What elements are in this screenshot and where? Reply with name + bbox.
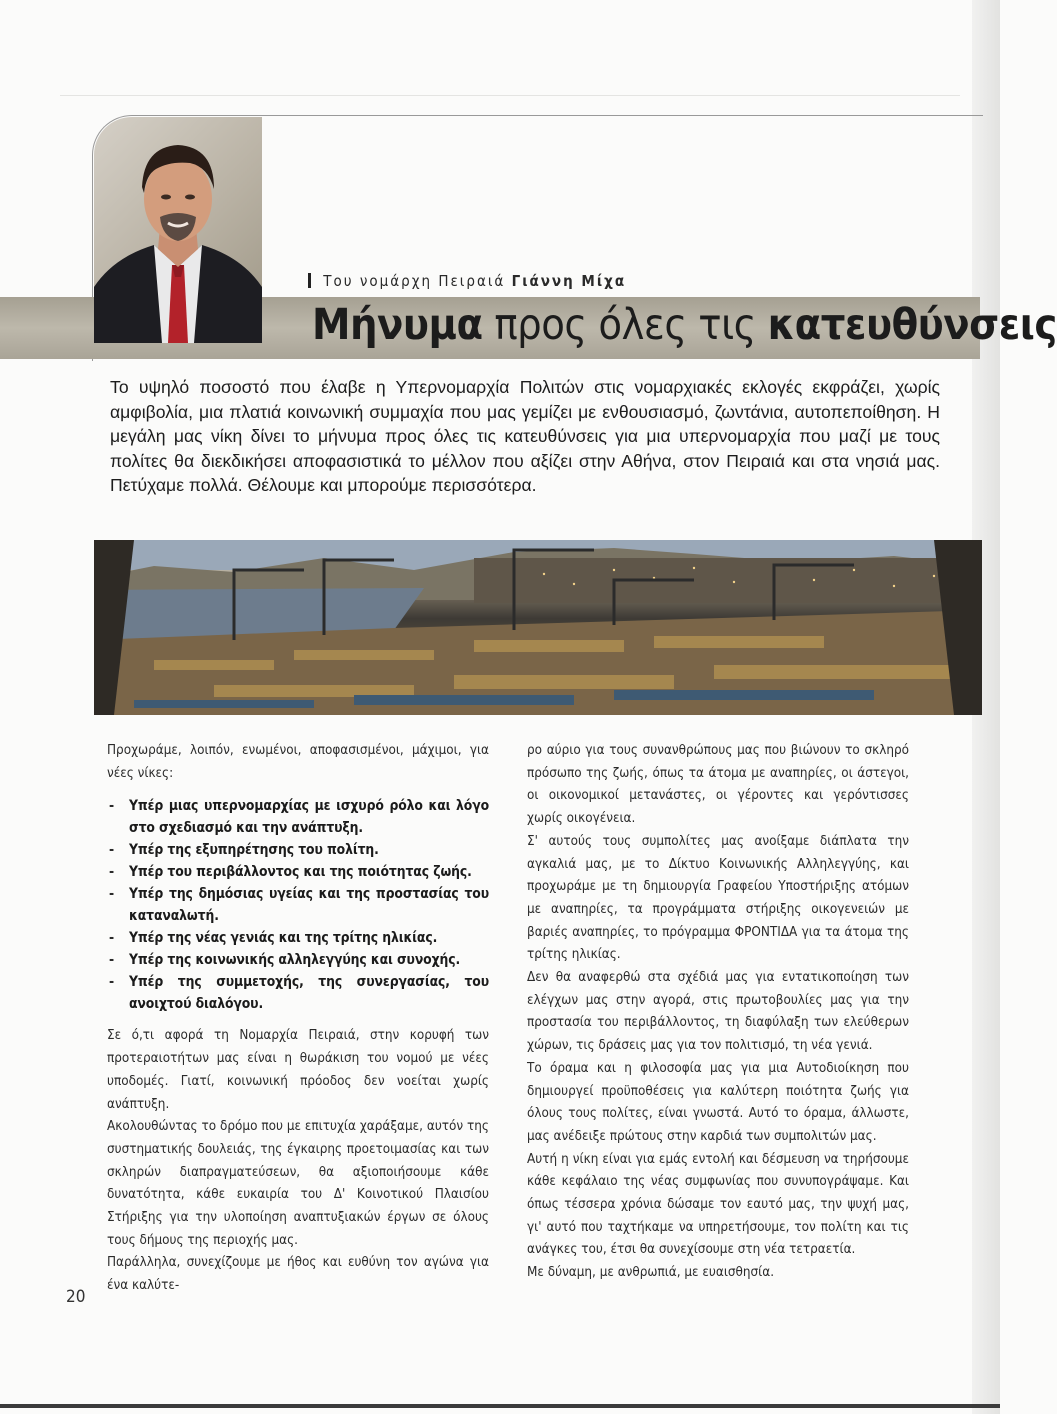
pledge-list: [107, 795, 489, 1015]
list-item: - Υπέρ της εξυπηρέτησης του πολίτη.: [107, 839, 489, 861]
paragraph: Αυτή η νίκη είναι για εμάς εντολή και δέσμευση να τηρήσουμε κάθε κεφάλαιο της νέας συμφωνίας που συνυπογράψαμε. Και όπως τέσσερα χρόνια δώσαμε τον εαυτό μας, την ψυχή μας, γι' αυτό που ταχτήκαμε να υπηρετήσουμε, τον πολίτη και τις ανάγκες του, έτσι θα συνεχίσουμε στη νέα τετραετία.: [527, 1151, 909, 1258]
intro-paragraph: Το υψηλό ποσοστό που έλαβε η Υπερνομαρχία Πολιτών στις νομαρχιακές εκλογές εκφράζει, χωρίς αμφιβολία, μια πλατιά κοινωνική συμμαχία που μας γεμίζει με ενθουσιασμό, ζωντάνια, αυτοπεποίθηση. Η μεγάλη μας νίκη δίνει το μήνυμα προς όλες τις κατευθύνσεις για μια υπερνομαρχία που μαζί με τους πολίτες θα διεκδικήσει αποφασιστικά το μέλλον που αξίζει στην Αθήνα, στον Πειραιά και στα νησιά μας. Πετύχαμε πολλά. Θέλουμε και μπορούμε περισσότερα.: [110, 377, 940, 495]
list-item: - Υπέρ του περιβάλλοντος και της ποιότητας ζωής.: [107, 861, 489, 883]
headline-word-2: κατευθύνσεις: [767, 300, 1057, 350]
paragraph: Παράλληλα, συνεχίζουμε με ήθος και ευθύνη τον αγώνα για ένα καλύτε-: [107, 1255, 489, 1294]
page-title: [312, 300, 1057, 350]
byline-bar: [308, 273, 311, 288]
paragraph: Δεν θα αναφερθώ στα σχέδιά μας για εντατικοποίηση των ελέγχων μας στην αγορά, στις πρωτοβουλίες μας για την προστασία του περιβάλλοντος, τη διαφύλαξη των ελεύθερων χώρων, τις δράσεις μας για τον πολιτισμό, τη νέα γενιά.: [527, 970, 909, 1054]
closing-line: Με δύναμη, με ανθρωπιά, με ευαισθησία.: [527, 1265, 775, 1281]
byline: [308, 272, 626, 290]
paragraph: ρο αύριο για τους συνανθρώπους μας που βιώνουν το σκληρό πρόσωπο της ζωής, όπως τα άτομα με αναπηρίες, οι άστεγοι, οι οικονομικοί μετανάστες, οι γέροντες και γερόντισσες χωρίς οικογένεια.: [527, 743, 909, 827]
list-item: - Υπέρ της δημόσιας υγείας και της προστασίας του καταναλωτή.: [107, 883, 489, 927]
faint-top-rule: [60, 95, 960, 96]
list-item: - Υπέρ της νέας γενιάς και της τρίτης ηλικίας.: [107, 927, 489, 949]
byline-author: Γιάννη Μίχα: [511, 272, 627, 290]
bottom-rule: [0, 1404, 1000, 1408]
body-column-right: [527, 740, 909, 1285]
list-item: - Υπέρ της συμμετοχής, της συνεργασίας, του ανοιχτού διαλόγου.: [107, 971, 489, 1015]
headline-middle: προς όλες τις: [494, 300, 756, 350]
page-number: 20: [66, 1287, 86, 1307]
paragraph: Σ' αυτούς τους συμπολίτες μας ανοίξαμε διάπλατα την αγκαλιά μας, με το Δίκτυο Κοινωνικής Αλληλεγγύης, και προχωράμε με τη δημιουργία Γραφείου Υποστήριξης ατόμων με αναπηρίες, τα προγράμματα στήριξης οικογενειών με βαριές αναπηρίες, το πρόγραμμα ΦΡΟΝΤΙΔΑ για τα άτομα της τρίτης ηλικίας.: [527, 833, 909, 963]
paragraph: Το όραμα και η φιλοσοφία μας για μια Αυτοδιοίκηση που δημιουργεί προϋποθέσεις για καλύτερη ποιότητα ζωής για όλους τους πολίτες, είναι γνωστά. Αυτό το όραμα, άλλωστε, μας ανέδειξε πρώτους στην καρδιά των συμπολιτών μας.: [527, 1060, 909, 1144]
list-item: - Υπέρ μιας υπερνομαρχίας με ισχυρό ρόλο και λόγο στο σχεδιασμό και την ανάπτυξη.: [107, 795, 489, 839]
portrait-photo: [94, 117, 262, 343]
byline-prefix: Του νομάρχη Πειραιά: [323, 272, 506, 290]
headline-word-1: Μήνυμα: [312, 300, 483, 350]
list-item: - Υπέρ της κοινωνικής αλληλεγγύης και συνοχής.: [107, 949, 489, 971]
port-panorama-photo: [94, 540, 982, 715]
paragraph: Ακολουθώντας το δρόμο που με επιτυχία χαράξαμε, αυτόν της συστηματικής δουλειάς, της έγκαιρης προετοιμασίας και των σκληρών διαπραγματεύσεων, θα αξιοποιήσουμε κάθε δυνατότητα, κάθε ευκαιρία του Δ' Κοινοτικού Πλαισίου Στήριξης για την υλοποίηση αναπτυξιακών έργων σε όλους τους δήμους της περιοχής μας.: [107, 1119, 489, 1248]
paragraph: Σε ό,τι αφορά τη Νομαρχία Πειραιά, στην κορυφή των προτεραιοτήτων μας είναι η θωράκιση του νομού με νέες υποδομές. Γιατί, κοινωνική πρόοδος δεν νοείται χωρίς ανάπτυξη.: [107, 1028, 489, 1112]
body-column-left: [107, 740, 489, 1298]
opening-line: Προχωράμε, λοιπόν, ενωμένοι, αποφασισμένοι, μάχιμοι, για νέες νίκες:: [107, 743, 489, 781]
